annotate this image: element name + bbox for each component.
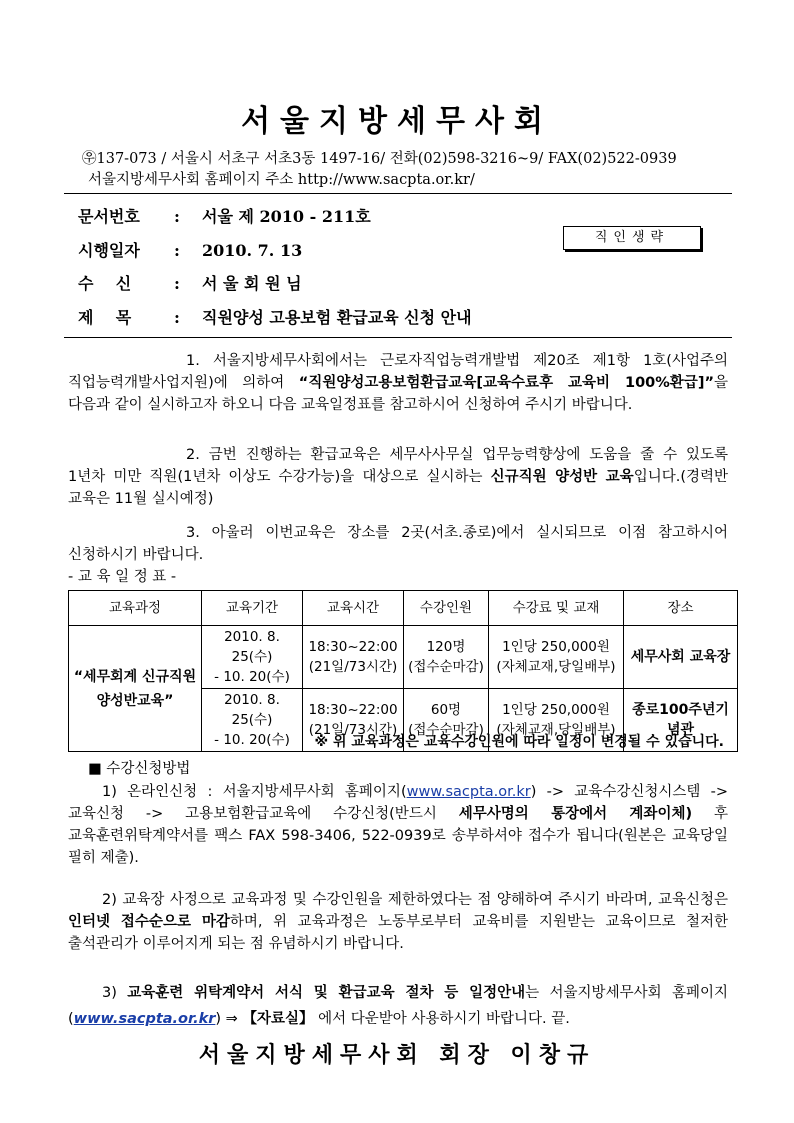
org-title: 서울지방세무사회 (241, 104, 553, 139)
paragraph-1 (68, 350, 728, 416)
subject-rule (64, 337, 732, 338)
m3-text-a: 는 서울지방세무사회 홈페이지( (68, 985, 729, 1027)
recipient-row (78, 271, 302, 294)
th-seats: 수강인원 (404, 591, 489, 626)
course-name: “세무회계 신규직원 양성반교육” (69, 626, 202, 752)
paragraph-2 (68, 444, 728, 510)
p2-text-bold: 신규직원 양성반 교육 (490, 469, 634, 485)
data-room-label: 【자료실】 (242, 1011, 314, 1027)
seats-count: 60명 (430, 702, 462, 718)
seal-omitted-box: 직인생략 (563, 226, 701, 250)
fee-note: (자체교재,당일배부) (496, 722, 616, 738)
th-time: 교육시간 (303, 591, 404, 626)
p2-text-a: 2. 금번 진행하는 환급교육은 세무사사무실 업무능력향상에 도움을 줄 수 있도록 1년차 미만 직원(1년차 이상도 수강가능)을 대상으로 실시하는 (68, 447, 728, 485)
paragraph-3: 3. 아울러 이번교육은 장소를 2곳(서초.종로)에서 실시되므로 이점 참고하시어 신청하시기 바랍니다. (68, 525, 728, 563)
seats-count: 120명 (426, 639, 466, 655)
doc-number: 서울 제 2010 - 211호 (202, 207, 371, 226)
schedule-caption: - 교 육 일 정 표 - (68, 569, 177, 585)
date-row (78, 238, 302, 261)
m1-text-c: 후 교육훈련위탁계약서를 팩스 FAX 598-3406, 522-0939로 송부하셔야 접수가 됩니다(원본은 교육당일 필히 제출). (68, 806, 728, 866)
p1-text-a: 1. 서울지방세무사회에서는 근로자직업능력개발법 제20조 제1항 1호(사업주의 직업능력개발사업지원)에 의하여 (68, 353, 728, 391)
colon: : (174, 207, 180, 226)
header-rule (64, 193, 732, 194)
period-end: - 10. 20(수) (214, 732, 290, 748)
fee-cell (489, 626, 624, 689)
method-1 (68, 781, 728, 869)
table-note: ※ 위 교육과정은 교육수강인원에 따라 일정이 변경될 수 있습니다. (314, 734, 724, 750)
subject: 직원양성 고용보험 환급교육 신청 안내 (202, 308, 472, 327)
th-period: 교육기간 (202, 591, 303, 626)
place-cell: 세무사회 교육장 (624, 626, 738, 689)
method-2 (68, 889, 728, 955)
time-cell (303, 626, 404, 689)
m3-text-bold: 교육훈련 위탁계약서 서식 및 환급교육 절차 등 일정안내 (127, 985, 526, 1001)
p1-text-c: 을 다음과 같이 실시하고자 하오니 다음 교육일정표를 참고하시어 신청하여 주시기 바랍니다. (68, 375, 728, 413)
period-end: - 10. 20(수) (214, 669, 290, 685)
colon: : (174, 274, 180, 293)
date-label: 시행일자 (78, 241, 140, 260)
place-cell: 종로100주년기념관 (624, 689, 738, 752)
fee-amount: 1인당 250,000원 (502, 639, 610, 655)
homepage-link[interactable]: www.sacpta.or.kr (73, 1011, 216, 1027)
address-line: ㉾137-073 / 서울시 서초구 서초3동 1497-16/ 전화(02)598-3216~9/ FAX(02)522-0939 (82, 151, 677, 167)
period-cell (202, 626, 303, 689)
table-row (69, 626, 738, 689)
time-range: 18:30~22:00 (308, 639, 398, 655)
time-total: (21일/73시간) (308, 659, 398, 675)
fee-amount: 1인당 250,000원 (502, 702, 610, 718)
recipient: 서 울 회 원 님 (202, 274, 302, 293)
subject-row (78, 305, 472, 328)
method-3 (68, 980, 728, 1032)
schedule-table (68, 590, 738, 752)
period-start: 2010. 8. 25(수) (224, 692, 280, 728)
m2-text-b: 하며, 위 교육과정은 노동부로부터 교육비를 지원받는 교육이므로 철저한 출석관리가 이루어지게 되는 점 유념하시기 바랍니다. (68, 914, 728, 952)
period-start: 2010. 8. 25(수) (224, 629, 280, 665)
m1-text-bold: 세무사명의 통장에서 계좌이체) (458, 806, 693, 822)
seats-note: (접수순마감) (408, 659, 484, 675)
seats-note: (접수순마감) (408, 722, 484, 738)
p2-text-c: 입니다.(경력반 교육은 11월 실시예정) (68, 469, 728, 507)
recipient-label: 수 신 (78, 274, 132, 293)
m1-text-a: 1) 온라인신청 : 서울지방세무사회 홈페이지( (102, 784, 407, 800)
doc-number-row (78, 204, 371, 227)
m3-text-c: 에서 다운받아 사용하시기 바랍니다. 끝. (313, 1011, 570, 1027)
doc-number-label: 문서번호 (78, 207, 140, 226)
th-place: 장소 (624, 591, 738, 626)
time-total: (21일/73시간) (308, 722, 398, 738)
m2-text-a: 2) 교육장 사정으로 교육과정 및 수강인원을 제한하였다는 점 양해하여 주시기 바라며, 교육신청은 (102, 892, 728, 908)
signature: 서울지방세무사회 회장 이창규 (198, 1042, 596, 1068)
colon: : (174, 308, 180, 327)
m1-text-b: ) -> 교육수강신청시스템 -> 교육신청 -> 고용보험환급교육에 수강신청(반드시 (68, 784, 729, 822)
m3-num: 3) (102, 985, 128, 1001)
m3-text-b: ) ⇒ (215, 1011, 243, 1027)
p1-text-bold: “직원양성고용보험환급교육[교육수료후 교육비 100%환급]” (298, 375, 714, 391)
m2-text-bold: 인터넷 접수순으로 마감 (68, 914, 230, 930)
seats-cell (404, 626, 489, 689)
homepage-link[interactable]: www.sacpta.or.kr (406, 784, 531, 800)
fee-note: (자체교재,당일배부) (496, 659, 616, 675)
issue-date: 2010. 7. 13 (202, 241, 303, 260)
colon: : (174, 241, 180, 260)
homepage-line: 서울지방세무사회 홈페이지 주소 http://www.sacpta.or.kr/ (88, 172, 475, 188)
th-fee: 수강료 및 교재 (489, 591, 624, 626)
method-title: ■ 수강신청방법 (88, 761, 191, 777)
subject-label: 제 목 (78, 308, 132, 327)
time-range: 18:30~22:00 (308, 702, 398, 718)
th-course: 교육과정 (69, 591, 202, 626)
table-header-row (69, 591, 738, 626)
